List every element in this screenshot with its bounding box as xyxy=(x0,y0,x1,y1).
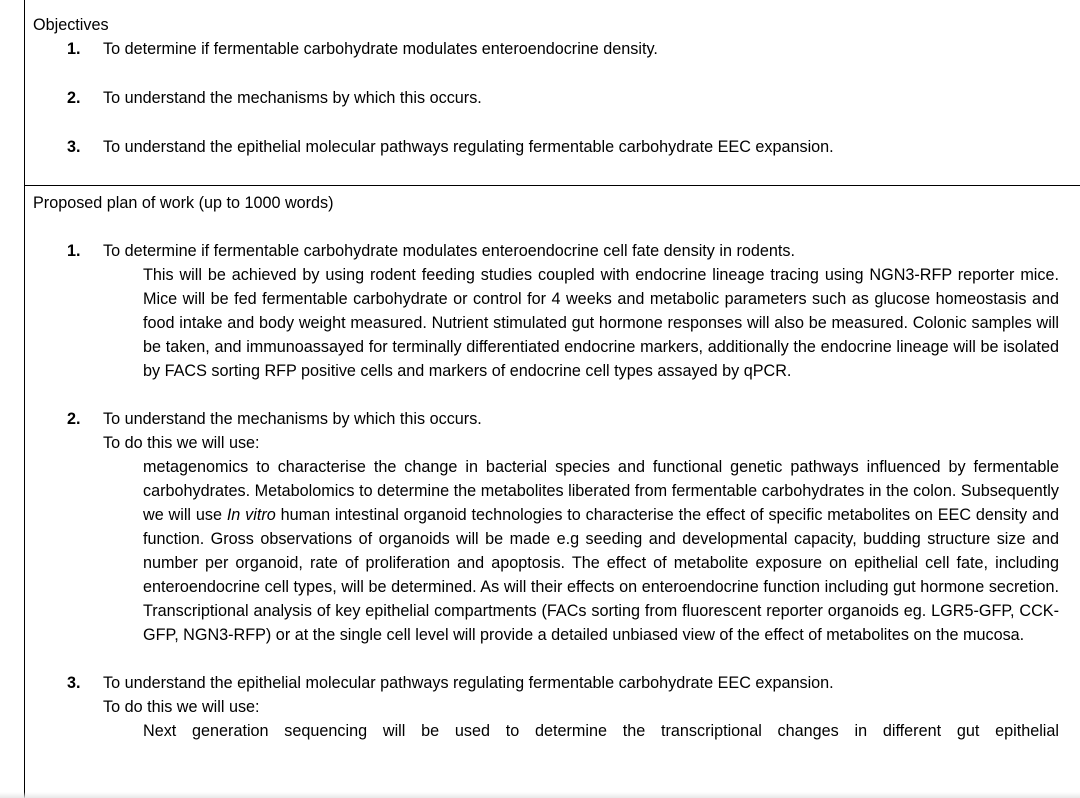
objective-item xyxy=(33,135,1063,159)
plan-body-segment: metagenomics to characterise the change in bacterial species and functional genetic pathways influenced by fermentable carbohydrates. Metabolomics to determine the metabolites liberated from fermentable carbohydrates in the colon. Subsequently we will use xyxy=(143,458,1059,524)
page-bottom-edge xyxy=(0,792,1080,798)
plan-item xyxy=(33,671,1063,743)
objective-number: 3. xyxy=(67,138,81,156)
objectives-section xyxy=(33,13,1063,159)
objective-item xyxy=(33,86,1063,110)
plan-item-number: 3. xyxy=(67,674,81,692)
table-border-left xyxy=(24,0,25,798)
objectives-heading: Objectives xyxy=(33,16,109,34)
plan-item-title: To determine if fermentable carbohydrate modulates enteroendocrine cell fate density in rodents. xyxy=(103,242,795,260)
plan-section xyxy=(33,191,1063,743)
document-content xyxy=(33,13,1063,743)
objective-item xyxy=(33,37,1063,61)
plan-item xyxy=(33,239,1063,383)
plan-item-title: To understand the epithelial molecular pathways regulating fermentable carbohydrate EEC expansion. xyxy=(103,674,834,692)
objective-text: To determine if fermentable carbohydrate modulates enteroendocrine density. xyxy=(103,40,658,58)
plan-item-sublabel: To do this we will use: xyxy=(103,434,260,452)
plan-item-number: 2. xyxy=(67,410,81,428)
plan-heading: Proposed plan of work (up to 1000 words) xyxy=(33,194,334,212)
plan-item-body xyxy=(143,455,1059,647)
plan-item-number: 1. xyxy=(67,242,81,260)
objective-text: To understand the mechanisms by which this occurs. xyxy=(103,89,482,107)
objective-number: 2. xyxy=(67,89,81,107)
objectives-list xyxy=(33,37,1063,159)
objective-text: To understand the epithelial molecular pathways regulating fermentable carbohydrate EEC expansion. xyxy=(103,138,834,156)
plan-item xyxy=(33,407,1063,647)
plan-body-segment: human intestinal organoid technologies to characterise the effect of specific metabolites on EEC density and function. Gross observations of organoids will be made e.g seeding and developmental capacity, budding structure size and number per organoid, rate of proliferation and apoptosis. The effect of metabolite exposure on epithelial cell fate, including enteroendocrine cell types, will be determined. As will their effects on enteroendocrine function including gut hormone secretion. Transcriptional analysis of key epithelial compartments (FACs sorting from fluorescent reporter organoids eg. LGR5-GFP, CCK-GFP, NGN3-RFP) or at the single cell level will provide a detailed unbiased view of the effect of metabolites on the mucosa. xyxy=(143,506,1060,644)
plan-item-title: To understand the mechanisms by which this occurs. xyxy=(103,410,482,428)
objective-number: 1. xyxy=(67,40,81,58)
plan-item-body: Next generation sequencing will be used to determine the transcriptional changes in different gut epithelial xyxy=(143,722,1059,740)
plan-body-italic: In vitro xyxy=(226,506,276,524)
plan-item-body: This will be achieved by using rodent feeding studies coupled with endocrine lineage tracing using NGN3-RFP reporter mice. Mice will be fed fermentable carbohydrate or control for 4 weeks and metabolic parameters such as glucose homeostasis and food intake and body weight measured. Nutrient stimulated gut hormone responses will also be measured. Colonic samples will be taken, and immunoassayed for terminally differentiated endocrine markers, additionally the endocrine lineage will be isolated by FACS sorting RFP positive cells and markers of endocrine cell types assayed by qPCR. xyxy=(143,266,1059,380)
plan-list xyxy=(33,239,1063,743)
plan-item-sublabel: To do this we will use: xyxy=(103,698,260,716)
